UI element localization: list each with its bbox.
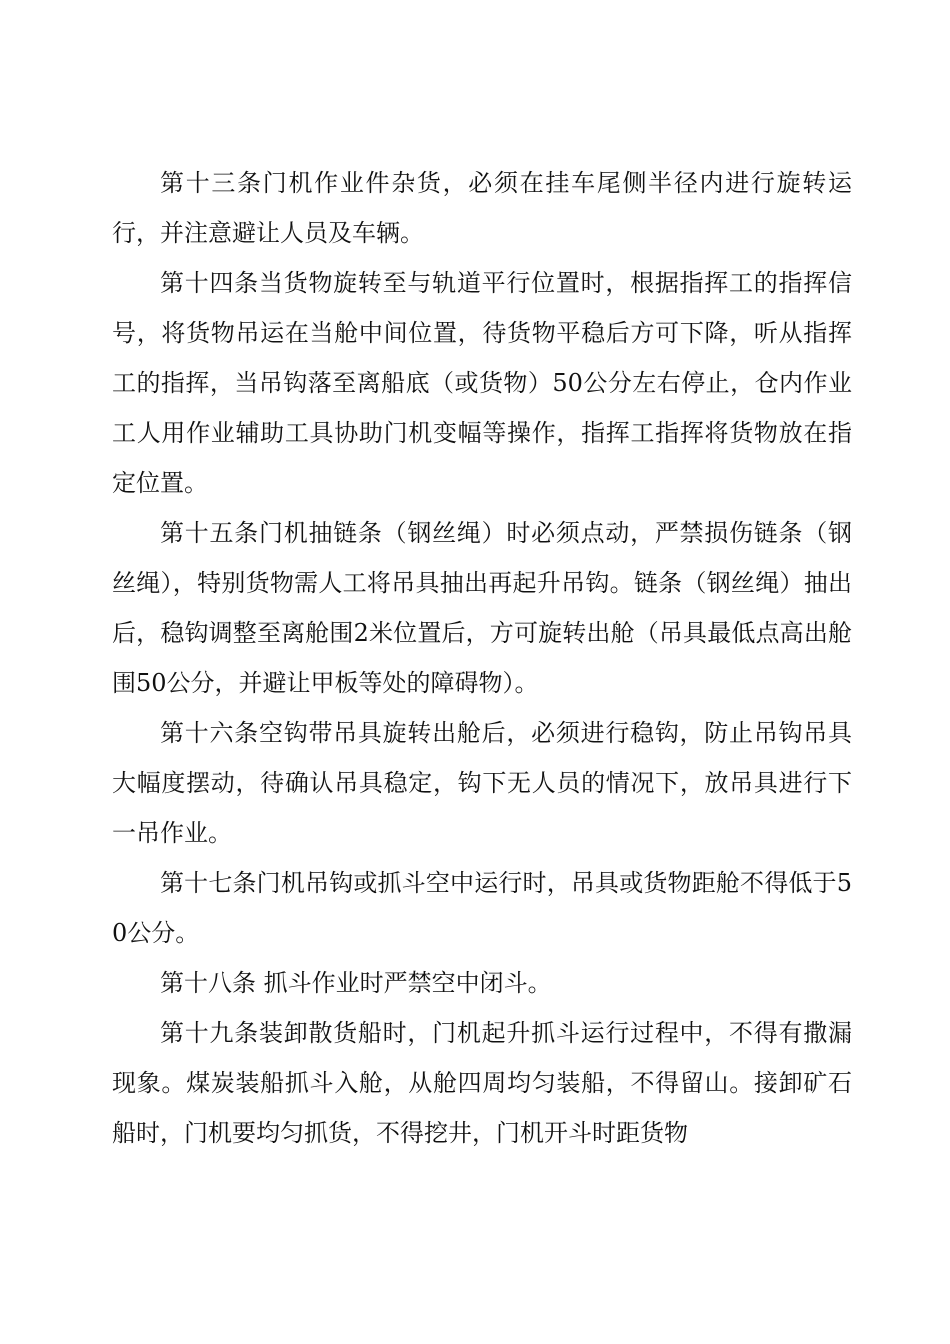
document-body xyxy=(112,158,852,1158)
article-14-paragraph: 第十四条当货物旋转至与轨道平行位置时，根据指挥工的指挥信号，将货物吊运在当舱中间位置，待货物平稳后方可下降，听从指挥工的指挥，当吊钩落至离船底（或货物）50公分左右停止，仓内作业工人用作业辅助工具协助门机变幅等操作，指挥工指挥将货物放在指定位置。 xyxy=(112,269,852,497)
article-15-paragraph: 第十五条门机抽链条（钢丝绳）时必须点动，严禁损伤链条（钢丝绳），特别货物需人工将吊具抽出再起升吊钩。链条（钢丝绳）抽出后，稳钩调整至离舱围2米位置后，方可旋转出舱（吊具最低点高出舱围50公分，并避让甲板等处的障碍物）。 xyxy=(112,519,852,697)
article-17-paragraph: 第十七条门机吊钩或抓斗空中运行时，吊具或货物距舱不得低于50公分。 xyxy=(112,869,852,947)
article-19-paragraph: 第十九条装卸散货船时，门机起升抓斗运行过程中，不得有撒漏现象。煤炭装船抓斗入舱，从舱四周均匀装船，不得留山。接卸矿石船时，门机要均匀抓货，不得挖井，门机开斗时距货物 xyxy=(112,1019,852,1147)
article-18-paragraph: 第十八条 抓斗作业时严禁空中闭斗。 xyxy=(160,969,552,997)
article-16-paragraph: 第十六条空钩带吊具旋转出舱后，必须进行稳钩，防止吊钩吊具大幅度摆动，待确认吊具稳定，钩下无人员的情况下，放吊具进行下一吊作业。 xyxy=(112,719,852,847)
article-13-paragraph: 第十三条门机作业件杂货，必须在挂车尾侧半径内进行旋转运行，并注意避让人员及车辆。 xyxy=(112,169,852,247)
